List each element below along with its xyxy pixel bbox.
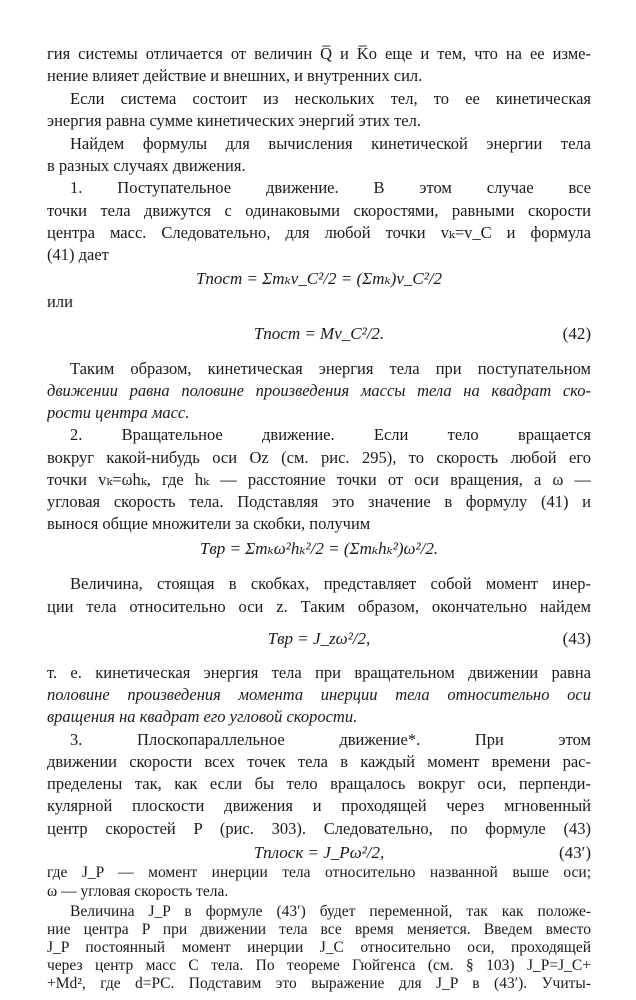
text-line: или bbox=[47, 292, 73, 311]
text-line: точки тела движутся с одинаковыми скоростями, равными скорости bbox=[47, 201, 591, 220]
text-line: Найдем формулы для вычисления кинетической энергии тела bbox=[70, 134, 591, 153]
text-line: ω — угловая скорость тела. bbox=[47, 883, 229, 900]
equation-number: (43′) bbox=[558, 843, 591, 862]
text-line: энергия равна сумме кинетических энергий этих тел. bbox=[47, 111, 421, 130]
text-line: через центр масс C тела. По теореме Гюйгенса (см. § 103) J_P=J_C+ bbox=[47, 957, 591, 974]
text-line: половине произведения момента инерции тела относительно оси bbox=[47, 685, 591, 704]
text-line: вращения на квадрат его угловой скорости. bbox=[47, 707, 358, 726]
equation: Tпост = Mv_C²/2. bbox=[253, 324, 385, 343]
text-line: вокруг какой-нибудь оси Oz (см. рис. 295), то скорость любой его bbox=[47, 448, 591, 467]
text-line: точки vₖ=ωhₖ, где hₖ — расстояние точки от оси вращения, а ω — bbox=[47, 470, 591, 489]
equation: Tвр = Σmₖω²hₖ²/2 = (Σmₖhₖ²)ω²/2. bbox=[199, 539, 439, 558]
text-line: (41) дает bbox=[47, 245, 109, 264]
text-line: угловая скорость тела. Подставляя это значение в формулу (41) и bbox=[47, 492, 591, 511]
text-line: Таким образом, кинетическая энергия тела при поступательном bbox=[70, 359, 591, 378]
text-line: Если система состоит из нескольких тел, то ее кинетическая bbox=[70, 89, 591, 108]
text-line: гия системы отличается от величин Q̅ и K̅o еще и тем, что на ее изме- bbox=[47, 44, 591, 63]
text-line: центра масс. Следовательно, для любой точки vₖ=v_C и формула bbox=[47, 223, 591, 242]
text-line: +Md², где d=PC. Подставим это выражение для J_P в (43′). Учиты- bbox=[47, 975, 591, 992]
text-line: нение влияет действие и внешних, и внутренних сил. bbox=[47, 66, 423, 85]
text-line: т. е. кинетическая энергия тела при вращательном движении равна bbox=[47, 663, 591, 682]
equation: Tпост = Σmₖv_C²/2 = (Σmₖ)v_C²/2 bbox=[195, 269, 443, 288]
text-line: движении равна половине произведения массы тела на квадрат ско- bbox=[47, 381, 591, 400]
text-line: в разных случаях движения. bbox=[47, 156, 246, 175]
text-line: ние центра P при движении тела все время меняется. Введем вместо bbox=[47, 921, 591, 938]
text-line: кулярной плоскости движения и проходящей через мгновенный bbox=[47, 796, 591, 815]
text-line: вынося общие множители за скобки, получим bbox=[47, 514, 371, 533]
text-line: пределены так, как если бы тело вращалось вокруг оси, перпенди- bbox=[47, 774, 591, 793]
text-line: где J_P — момент инерции тела относительно названной выше оси; bbox=[47, 864, 591, 881]
text-line: Величина J_P в формуле (43′) будет переменной, так как положе- bbox=[70, 903, 591, 920]
equation: Tплоск = J_Pω²/2, bbox=[253, 843, 385, 862]
equation-number: (42) bbox=[562, 324, 591, 343]
text-line: ции тела относительно оси z. Таким образом, окончательно найдем bbox=[47, 597, 591, 616]
section-heading-line: 1. Поступательное движение. В этом случае все bbox=[70, 178, 591, 197]
text-line: рости центра масс. bbox=[47, 403, 190, 422]
text-line: J_P постоянный момент инерции J_C относительно оси, проходящей bbox=[47, 939, 591, 956]
equation: Tвр = J_zω²/2, bbox=[267, 629, 371, 648]
section-heading-line: 3. Плоскопараллельное движение*. При этом bbox=[70, 730, 591, 749]
equation-number: (43) bbox=[562, 629, 591, 648]
text-line: Величина, стоящая в скобках, представляет собой момент инер- bbox=[70, 574, 591, 593]
text-line: движении скорости всех точек тела в каждый момент времени рас- bbox=[47, 752, 591, 771]
section-heading-line: 2. Вращательное движение. Если тело вращается bbox=[70, 425, 591, 444]
text-line: центр скоростей P (рис. 303). Следовательно, по формуле (43) bbox=[47, 819, 591, 838]
